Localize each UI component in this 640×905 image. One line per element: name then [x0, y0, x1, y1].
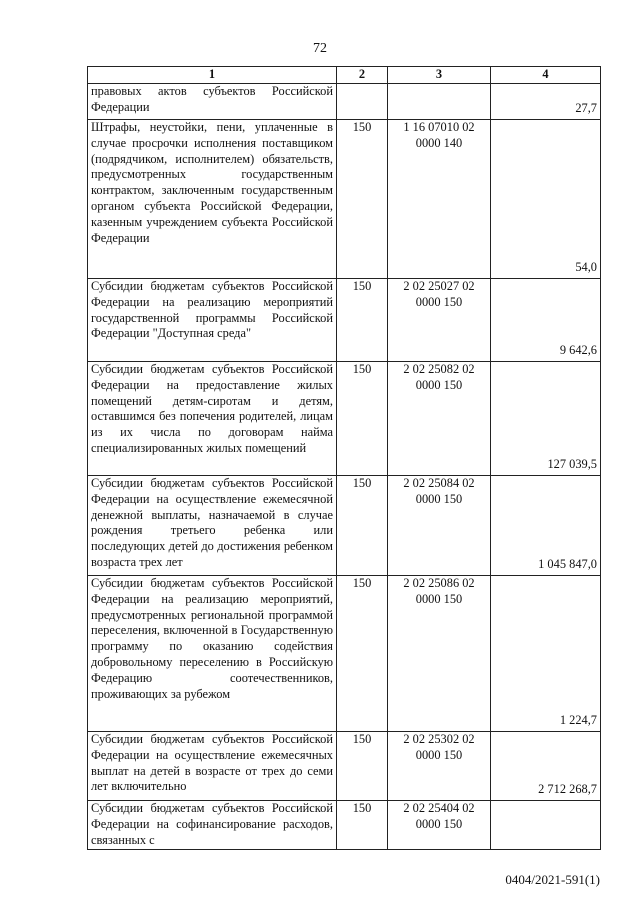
kbk-code-cell: 2 02 25027 02 0000 150 — [388, 279, 491, 362]
admin-code-cell — [337, 84, 388, 120]
amount-cell: 127 039,5 — [491, 362, 601, 476]
kbk-code-cell: 2 02 25084 02 0000 150 — [388, 476, 491, 576]
revenue-name-cell: Субсидии бюджетам субъектов Российской Федерации на осуществление ежемесячной денежной выплаты, назначаемой в случае рождения третьего ребенка или последующих детей до достижения ребенком возраста трех лет — [88, 476, 337, 576]
revenue-name-cell: Субсидии бюджетам субъектов Российской Федерации на предоставление жилых помещений детям-сиротам и детям, оставшимся без попечения родителей, лицам из их числа по договорам найма специализированных жилых помещений — [88, 362, 337, 476]
kbk-code-cell: 2 02 25082 02 0000 150 — [388, 362, 491, 476]
admin-code-cell: 150 — [337, 801, 388, 850]
column-header-1: 1 — [88, 67, 337, 84]
revenue-name-cell: Штрафы, неустойки, пени, уплаченные в случае просрочки исполнения поставщиком (подрядчиком, исполнителем) обязательств, предусмотренных государственным контрактом, заключенным государственным органом субъекта Российской Федерации, казенным учреждением субъекта Российской Федерации — [88, 120, 337, 279]
table-header-row — [88, 67, 601, 84]
revenue-name-cell: Субсидии бюджетам субъектов Российской Федерации на софинансирование расходов, связанных с — [88, 801, 337, 850]
revenue-name-cell: правовых актов субъектов Российской Федерации — [88, 84, 337, 120]
column-header-2: 2 — [337, 67, 388, 84]
table-row — [88, 362, 601, 476]
column-header-4: 4 — [491, 67, 601, 84]
revenue-name-cell: Субсидии бюджетам субъектов Российской Федерации на реализацию мероприятий, предусмотренных региональной программой переселения, включенной в Государственную программу по оказанию содействия добровольному переселению в Российскую Федерацию соотечественников, проживающих за рубежом — [88, 576, 337, 732]
kbk-code-cell: 2 02 25086 02 0000 150 — [388, 576, 491, 732]
table-row — [88, 576, 601, 732]
amount-cell: 2 712 268,7 — [491, 732, 601, 801]
column-header-3: 3 — [388, 67, 491, 84]
table-row — [88, 84, 601, 120]
admin-code-cell: 150 — [337, 120, 388, 279]
document-footer-code: 0404/2021-591(1) — [505, 872, 600, 887]
admin-code-cell: 150 — [337, 362, 388, 476]
admin-code-cell: 150 — [337, 732, 388, 801]
budget-table — [87, 66, 601, 850]
amount-cell: 1 224,7 — [491, 576, 601, 732]
kbk-code-cell: 2 02 25404 02 0000 150 — [388, 801, 491, 850]
kbk-code-cell — [388, 84, 491, 120]
table-row — [88, 279, 601, 362]
amount-cell: 27,7 — [491, 84, 601, 120]
table-row — [88, 801, 601, 850]
admin-code-cell: 150 — [337, 576, 388, 732]
admin-code-cell: 150 — [337, 476, 388, 576]
table-row — [88, 732, 601, 801]
revenue-name-cell: Субсидии бюджетам субъектов Российской Федерации на осуществление ежемесячных выплат на детей в возрасте от трех до семи лет включительно — [88, 732, 337, 801]
revenue-name-cell: Субсидии бюджетам субъектов Российской Федерации на реализацию мероприятий государственной программы Российской Федерации "Доступная среда" — [88, 279, 337, 362]
amount-cell: 9 642,6 — [491, 279, 601, 362]
admin-code-cell: 150 — [337, 279, 388, 362]
kbk-code-cell: 2 02 25302 02 0000 150 — [388, 732, 491, 801]
page-number: 72 — [313, 41, 327, 56]
amount-cell — [491, 801, 601, 850]
table-row — [88, 476, 601, 576]
amount-cell: 54,0 — [491, 120, 601, 279]
amount-cell: 1 045 847,0 — [491, 476, 601, 576]
kbk-code-cell: 1 16 07010 02 0000 140 — [388, 120, 491, 279]
table-row — [88, 120, 601, 279]
